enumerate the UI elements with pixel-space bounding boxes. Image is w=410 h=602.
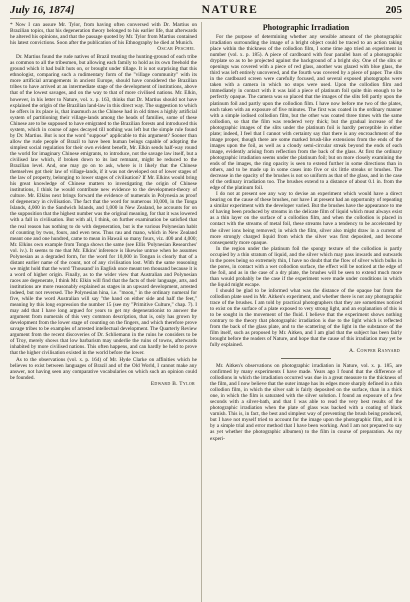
article-paragraph-2: I do not at present see any way to devise an experiment which would have a direct bearing on the cause of these brushes, nor have I at present had an opportunity of repeating a similar experiment with the developer varied. But the brushes have the appearance to me of having been produced by streams in the delicate film of liquid which must always exist as a thin layer on the surface of a collodion film, and when the collodion is placed in contact with the streams of metal foil, these streams have a tendency to be accelerated by the silver ions being removed; in which the film, silver also might draw in a current of more strongly charged liquid from which the silver was first deposited, and become consequently more opaque. (210, 191, 402, 246)
article-paragraph-3: In the region under the platinum foil the spongy texture of the collodion is partly occupied by a thin stratum of liquid, and the silver which may pass inwards and outwards in the pores being so extremely thin, I have no doubt that the flow of silver which bulks in the pores, in contact with a wet collodion surface, the effect will be noticed at the edge of the foil, and as in the case of a dry plate, the brushes will be seen to extend much more than would probably be the case if the experiment were made under conditions in which the liquid might escape. (210, 245, 402, 288)
article-title: Photographic Irradiation (262, 23, 350, 32)
left-column (10, 22, 202, 602)
signature-tylor: Edward B. Tylor (150, 380, 195, 387)
page-number: 205 (385, 4, 402, 16)
footnote-paragraph: * Now I can assure Mr. Tylor, from having often conversed with Dr. Martius on Brazilian topics, that his degeneration theory belonged to his earlier life, that afterwards he altered his opinions, and that the passage quoted by Mr. Tylor from Martius contained his latest convictions. Soon after the publication of his Ethnography he died at Munich. (10, 22, 197, 47)
signature-peschel: Oscar Peschel (157, 46, 195, 53)
article-paragraph-5: Mr. Aitken's observations on photographic irradiation in Nature, vol. x. p. 185, are confirmed by many experiments I have made. Years ago I found that the difference of collodions in which the irradiation occurred was due in a great measure to the thickness of the film, and I now believe that the outer image has its edges more sharply defined in a thin collodion film, in which the silver salt is fairly deposited on the surface, than in a thick one, in which the film is saturated with the silver solution. I found an exposure of a few seconds with a silver-bath, and that I was able to read the very best results of the photographic irradiation when the plate of glass was backed with a coating of black varnish. This is, in fact, the best and simplest way of preventing the brush being produced, but I have not myself tried to account for the image upon the photographic film, and it is by a simple trial and error method that I have been working. And I am not prepared to say as yet whether the photographic albumen) to the film in course of preparation. As my experi- (210, 362, 402, 442)
right-column (210, 22, 402, 602)
body-paragraph: Dr. Martius found the rude natives of Brazil treating the hunting-ground of each tribe as common to all the tribesmen, but allowing each family to hold as its own freehold the ground which it had built huts on, or brought under tillage. It is not surprising that this ethnologist, comparing such a rudimentary form of the "village community" with its more artificial arrangements in ancient Europe, should have considered the Brazilian tribes to have arrived at an intermediate stage of the development of institutions, above that of the lowest savages, and on the way to that of more civilised nations. Mr. Elkin, however, in his letter to Nature, vol. x. p. 163, thinks that Dr. Martius should not have explained the origin of the Brazilian land-law in this direct way. The suggestion to which he offers in its place is, that inasmuch as the Chinese had in old times a highly artificial system of partitioning their village-lands among the heads of families, some of these Chinese are to be supposed to have emigrated to the Brazilian forests and introduced this system, which in course of ages decayed till nothing was left but the simple rule found by Dr. Martius. But is not the word "suppose" applicable to this argument? Sooner than allow the rude people of Brazil to have been human beings capable of adopting the simplest social regulation for their own evident benefit, Mr. Elkin sends half-way round the world for imaginary Chinese emigrants, to introduce, not the savage law itself, but a civilised law which, if broken down to its last remnant, might be reduced to the Brazilian level. And, one may go on to ask, where is it likely that the Chinese themselves got their law of village-lands, if it was not developed out of lower stages of the law of property, belonging to lower stages of civilisation? If Mr. Elkins would bring his great knowledge of Chinese matters to investigating the origin of Chinese institutions, I think he would contribute new evidence to the development-theory of culture. Mr. Elkins next brings forward the evidence of numerals in Polynesia as proof of degeneracy in civilisation. The fact that the word for numerous 10,000, in the Tonga Islands, 4,000 in the Sandwich Islands, and 1,000 in New Zealand, he accounts for on the supposition that the highest number was the original meaning, for that it was lowered with a fall in civilisation. But with all, I think, on further examination be satisfied that the real reason has nothing to do with degeneration, but is the various Polynesian habit of counting by twos, fours, and even tens. Thus rau and mano, which in New Zealand meant one and one hundred, came to mean in Hawaii so many fours, viz. 400 and 4,000; Mr. Elkins own example from Tonga shows the same (see Ellis 'Polynesian Researches' vol. iv.). It seems to me that Mr. Elkins' inference is likewise untrue when he assumes Polynesian as a degraded form, for the word for 10,000 in Tongan is clearly that of a distant earlier name of the count, not of any civilisation lost. With the same reasoning we might hold that the word 'Thousand' in English once meant ten thousand because it is a word of higher origin. Finally, as to the wider view that Australian and Polynesian races are degenerate, I think Mr. Elkin will find that the facts of their language, arts, and institutions are more reasonably explained as stages in an upward development, arrested indeed, but not reversed. The Polynesian hina, i.e. "moon," in the ordinary numeral for five, while the word Australian will say "the hand on either side and half the feet," meaning by this long expression the number 15 (see my "Primitive Culture," chap. 7). I may add that I have long argued for years to get my degenerationist to answer the argument from numerals of this very common description, that is, only has grown by development from the lower stage of counting on the fingers, and which therefore prove savage tribes to be examples of arrested intellectual development. The Quarterly Review argument from the recent discoveries of Dr. Schliemann in the ruins he considers to be of Troy, merely shows that low barbarism may underlie the ruins of towns, afterwards inhabited by more civilised nations. This often happens, and can hardly be held to prove that the higher civilisation existed in the world before the lower. (10, 54, 197, 357)
article-paragraph-1: For the purpose of determining whether any sensible amount of the photographic irradiation surrounding the image of a bright object could be traced to an action taking place within the thickness of the collodion film, I some time ago tried an experiment in number (vol. x. p. 185). A piece of cardboard with four parallel bars of a photographic dryplate so as to be projected against the background of a bright sky. One of the slits or openings was covered with a piece of red glass, another was glazed with blue glass, the third was left entirely uncovered, and the fourth was covered by a piece of paper. The slits in the cardboard screen were carefully focused, and several exposed photographs were taken with a camera in which no stops were used. Upon the collodion film and immediately in contact with it was laid a piece of platinum foil quite thin enough to be perfectly opaque. The camera was so placed that the images of the slits fell partly upon the platinum foil and partly upon the collodion film. I have now before me two of the plates, each taken with an exposure of five minutes. The first was coated in the ordinary manner with a simple iodised collodion film, but the other was coated three times with the same collodion, so that the film was rendered very thick; but the gradual increase of the photographic images of the slits under the platinum foil is hardly perceptible in either plate; indeed, I feel that I cannot with certainty say that there is any encroachment of the image proper, though there are some marked brush-like extensions from the ends of the images upon the foil, as well as a cloudy semi-circular streak beyond the ends of each image, evidently arising from reflection from the back of the glass. At first the ordinary photographic irradiation seems under the platinum foil; but on more closely examining the ends of the images, the ring opacity is seen to extend further in some directions than in others, and to be made up in some cases into five or six little streaks or brushes. The decrease in the opacity of the brushes is not so uniform as that of the glass, and in the case of the ordinary irradiation too. The brushes extend to a distance of about 0.1 in. from the edge of the platinum foil. (210, 34, 402, 192)
article-paragraph-4: I should be glad to be informed what was the distance of the opaque bar from the collodion plate used in Mr. Aitken's experiment, and whether there is not any photographic trace of the brushes. I am told by practical photographers that they are sometimes noticed to exist on the surface of a plate exposed to very strong light, and an explanation of this is to be sought in the movement of the fluid. I believe that the experiment shows nothing contrary to the theory that photographic irradiation is due to the light which is reflected from the back of the glass plate, and to the scattering of the light in the substance of the film itself, such as proposed by Mr. Aitken, and I am glad that the subject has been fairly brought before the readers of Nature, and hope that the cause of this irradiation may yet be fully explained. (210, 287, 402, 349)
body-paragraph-2: As to the observations (vol. x. p. 164) of Mr. Hyde Clarke on affinities which he believes to exist between languages of Brazil and of the Old World, I cannot make any answer, not having seen any comparative vocabularies on which such an opinion could be founded. (10, 356, 197, 381)
journal-title: NATURE (201, 4, 259, 16)
section-divider (281, 358, 331, 359)
issue-date: July 16, 1874] (10, 4, 75, 16)
signature-ranyard: A. Cowper Ranyard (349, 348, 400, 355)
page-header (10, 4, 402, 19)
